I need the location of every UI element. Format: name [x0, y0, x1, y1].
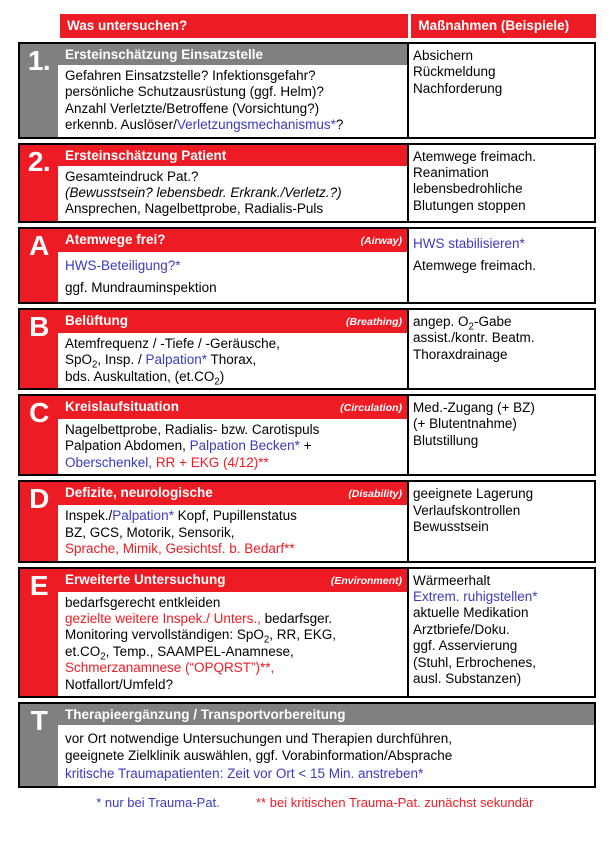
block-e-line-0: bedarfsgerecht entkleiden: [65, 594, 221, 610]
block-e-line-3: $et.CO_2$, Temp., SAAMPEL-Anamnese,: [65, 643, 294, 663]
block-c-left-col: [58, 396, 409, 474]
column-header-examine: Was untersuchen?: [60, 14, 408, 38]
block-a-subtitle: (Airway): [360, 234, 402, 247]
block-d-subtitle: (Disability): [348, 488, 402, 501]
block-d-letter: D: [29, 483, 49, 515]
block-c-letter-col: [20, 396, 58, 474]
block-d-measure-0: geeignete Lagerung: [413, 486, 534, 502]
block-1-line-1: persönliche Schutzausrüstung (ggf. Helm)?: [65, 84, 324, 100]
block-1-line-0: Gefahren Einsatzstelle? Infektionsgefahr?: [65, 68, 316, 83]
block-a-line-1: ggf. Mundrauminspektion: [65, 279, 217, 295]
block-1-right-col: [409, 44, 594, 137]
block-e-line-2: Monitoring vervollständigen: SpO$_2$, RR, EKG,: [65, 627, 337, 646]
block-b-measure-2: Thoraxdrainage: [413, 346, 508, 362]
block-c-measure-2: Blutstillung: [413, 432, 479, 448]
block-b-measure-0: angep. $O_2$-Gabe: [413, 313, 512, 333]
block-c-line-0: Nagelbettprobe, Radialis- bzw. Carotispuls: [65, 422, 320, 438]
footnote-double-star: ** bei kritischen Trauma-Pat. zunächst sekundär: [256, 795, 534, 811]
block-b-measure-1: assist./kontr. Beatm.: [413, 330, 535, 346]
block-c-line-2: Oberschenkel, RR + EKG (4/12)**: [65, 454, 269, 470]
block-c-title-bar: [58, 396, 407, 419]
block-a-title: Atemwege frei?: [65, 231, 166, 247]
block-2-body: [58, 145, 594, 221]
block-e-measure-5: (Stuhl, Erbrochenes,: [413, 654, 537, 670]
block-b-title: Belüftung: [65, 312, 128, 328]
block-2-right-col: [409, 145, 594, 221]
block-a-body: [58, 229, 594, 302]
block-t-title: Therapieergänzung / Transportvorbereitung: [65, 706, 346, 722]
block-e-measure-3: Arztbriefe/Doku.: [413, 621, 510, 637]
block-e-letter-col: [20, 569, 58, 696]
block-2-title: Ersteinschätzung Patient: [65, 147, 227, 163]
block-e-letter: E: [29, 569, 49, 601]
block-b-line-2: bds. Auskultation, $(et.CO_2)$: [65, 368, 225, 388]
block-1-title-bar: [58, 44, 407, 65]
block-2-measure-2: lebensbedrohliche: [413, 181, 523, 197]
block-d-line-2: Sprache, Mimik, Gesichtsf. b. Bedarf**: [65, 541, 295, 557]
block-e: [18, 567, 596, 698]
block-c-title: Kreislaufsituation: [65, 399, 180, 415]
block-a-right-col: [409, 229, 594, 302]
block-t-title-bar: [58, 704, 594, 725]
block-b-subtitle: (Breathing): [346, 315, 402, 328]
block-b-content: [58, 333, 407, 388]
block-1-measure-1: Rückmeldung: [413, 64, 496, 80]
block-2-line-0: Gesamteindruck Pat.?: [65, 168, 199, 184]
block-1-line-2: Anzahl Verletzte/Betroffene (Vorsichtung?): [65, 100, 320, 116]
block-t-line-1: geeignete Zielklinik auswählen, ggf. Vorabinformation/Absprache: [65, 748, 453, 764]
block-d-line-0: Inspek./Palpation* Kopf, Pupillenstatus: [65, 508, 297, 524]
block-t-body: [58, 704, 594, 787]
block-1-line-3: erkennb. Auslöser/Verletzungsmechanismus*?: [65, 117, 344, 133]
block-1-content: [58, 65, 407, 137]
block-d-measure-1: Verlaufskontrollen: [413, 502, 521, 518]
block-a-left-col: [58, 229, 409, 302]
block-2-content: [58, 166, 407, 221]
block-e-subtitle: (Environment): [330, 574, 402, 587]
block-b-body: [58, 310, 594, 388]
block-1: [18, 42, 596, 139]
block-2-line-2: Ansprechen, Nagelbettprobe, Radialis-Puls: [65, 201, 324, 217]
block-e-measure-0: Wärmeerhalt: [413, 572, 491, 588]
block-t-left-col: [58, 704, 594, 787]
block-e-left-col: [58, 569, 409, 696]
block-d-content: [58, 505, 407, 560]
block-b: [18, 308, 596, 390]
block-e-line-5: Notfallort/Umfeld?: [65, 676, 174, 692]
block-c: [18, 394, 596, 476]
block-b-letter-col: [20, 310, 58, 388]
block-2-letter: 2.: [27, 145, 51, 177]
block-e-title: Erweiterte Untersuchung: [65, 571, 226, 587]
block-e-right-col: [409, 569, 594, 696]
block-1-measure-0: Absichern: [413, 48, 474, 63]
block-b-title-bar: [58, 310, 407, 333]
block-t: [18, 702, 596, 789]
block-t-line-2: kritische Traumapatienten: Zeit vor Ort < 15 Min. anstreben*: [65, 765, 424, 781]
footnote-single-star: * nur bei Trauma-Pat.: [96, 795, 220, 811]
block-b-line-1: SpO$_2$, Insp. / Palpation* Thorax,: [65, 352, 257, 371]
block-a: [18, 227, 596, 304]
block-e-measure-2: aktuelle Medikation: [413, 605, 529, 621]
block-e-measure-1: Extrem. ruhigstellen*: [413, 588, 538, 604]
block-1-measure-2: Nachforderung: [413, 80, 503, 96]
block-b-left-col: [58, 310, 409, 388]
column-header-measures: Maßnahmen (Beispiele): [411, 14, 596, 38]
block-d-body: [58, 482, 594, 560]
block-c-measure-1: (+ Blutentnahme): [413, 416, 517, 432]
block-2-line-1: (Bewusstsein? lebensbedr. Erkrank./Verletz.?): [65, 185, 342, 201]
block-2-measure-0: Atemwege freimach.: [413, 148, 537, 164]
block-a-measure-1: Atemwege freimach.: [413, 257, 537, 273]
block-d-measure-2: Bewusstsein: [413, 519, 489, 535]
block-2-measure-3: Blutungen stoppen: [413, 197, 526, 213]
block-c-body: [58, 396, 594, 474]
block-e-line-4: Schmerzanamnese (“OPQRST”)**,: [65, 660, 275, 676]
block-e-title-bar: [58, 569, 407, 592]
block-1-letter: 1.: [27, 45, 51, 76]
block-d-left-col: [58, 482, 409, 560]
block-c-content: [58, 419, 407, 474]
block-a-measure-0: HWS stabilisieren*: [413, 235, 525, 251]
block-2: [18, 143, 596, 223]
block-b-right-col: [409, 310, 594, 388]
block-d-right-col: [409, 482, 594, 560]
block-b-letter: B: [29, 310, 49, 342]
block-e-body: [58, 569, 594, 696]
footnotes: [60, 794, 596, 812]
block-d-letter-col: [20, 482, 58, 560]
block-c-right-col: [409, 396, 594, 474]
block-e-line-1: gezielte weitere Inspek./ Unters., bedarfsger.: [65, 610, 333, 626]
block-a-letter-col: [20, 229, 58, 302]
block-2-left-col: [58, 145, 409, 221]
block-e-content: [58, 592, 407, 696]
block-c-measure-0: Med.-Zugang (+ BZ): [413, 400, 535, 416]
block-1-title: Ersteinschätzung Einsatzstelle: [65, 47, 264, 62]
block-a-content: [58, 252, 407, 302]
block-a-letter: A: [29, 229, 49, 261]
block-t-line-0: vor Ort notwendige Untersuchungen und Therapien durchführen,: [65, 730, 452, 746]
block-e-measure-4: ggf. Asservierung: [413, 638, 518, 654]
block-2-title-bar: [58, 145, 407, 166]
block-2-measure-1: Reanimation: [413, 165, 489, 181]
block-2-letter-col: [20, 145, 58, 221]
block-b-line-0: Atemfrequenz / -Tiefe / -Geräusche,: [65, 335, 280, 351]
block-t-content: [58, 725, 594, 787]
block-d: [18, 480, 596, 562]
table-header-row: [60, 14, 596, 38]
block-t-letter-col: [20, 704, 58, 787]
block-1-left-col: [58, 44, 409, 137]
block-t-letter: T: [30, 704, 48, 736]
block-e-measure-6: ausl. Substanzen): [413, 670, 522, 686]
block-d-line-1: BZ, GCS, Motorik, Sensorik,: [65, 524, 235, 540]
block-c-line-1: Palpation Abdomen, Palpation Becken* +: [65, 438, 312, 454]
block-d-title-bar: [58, 482, 407, 505]
block-1-letter-col: [20, 44, 58, 137]
block-a-line-0: HWS-Beteiligung?*: [65, 257, 181, 273]
block-c-subtitle: (Circulation): [340, 402, 402, 415]
block-d-title: Defizite, neurologische: [65, 485, 213, 501]
block-1-body: [58, 44, 594, 137]
block-c-letter: C: [29, 397, 49, 429]
block-a-title-bar: [58, 229, 407, 252]
